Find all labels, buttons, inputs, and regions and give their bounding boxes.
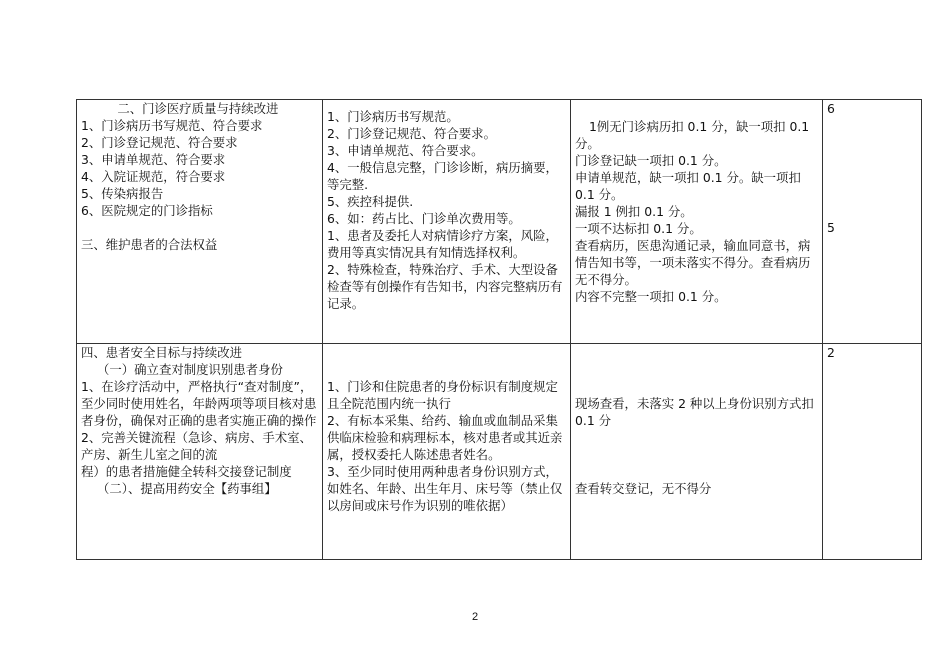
scoring-line: 现场查看，未落实 2 种以上身份识别方式扣 0.1 分 [575, 396, 814, 428]
scoring-line: 门诊登记缺一项扣 0.1 分。 [575, 153, 727, 168]
section-title: 二、门诊医疗质量与持续改进 [101, 101, 279, 116]
scoring-line: 查看转交登记，无不得分 [575, 481, 712, 496]
standard-line: 3、申请单规范、符合要求。 [327, 143, 484, 158]
table-row [77, 344, 922, 560]
score-cell [823, 100, 922, 344]
scoring-line: 申请单规范，缺一项扣 0.1 分。缺一项扣 0.1 分。 [575, 170, 801, 202]
scoring-cell [571, 100, 823, 344]
standard-line: 2、有标本采集、给药、输血或血制品采集供临床检验和病理标本，核对患者或其近亲属，授权委托人陈述患者姓名。 [327, 413, 563, 462]
item-line: 4、入院证规范，符合要求 [81, 169, 226, 184]
subsection-title: （二）、提高用药安全【药事组】 [97, 481, 277, 496]
standard-line: 1、门诊和住院患者的身份标识有制度规定且全院范围内统一执行 [327, 379, 558, 411]
scoring-line: 一项不达标扣 0.1 分。 [575, 221, 702, 236]
item-line: 程）的患者措施健全转科交接登记制度 [81, 464, 292, 479]
score-value: 6 [827, 101, 835, 116]
score-cell [823, 344, 922, 560]
item-line: 1、门诊病历书写规范、符合要求 [81, 118, 263, 133]
scoring-line: 内容不完整一项扣 0.1 分。 [575, 289, 727, 304]
section-cell [77, 100, 323, 344]
standards-table [76, 99, 922, 560]
score-value: 2 [827, 345, 835, 360]
item-line: 6、医院规定的门诊指标 [81, 203, 213, 218]
page-number: 2 [471, 611, 479, 623]
section-cell [77, 344, 323, 560]
standard-line: 1、门诊病历书写规范。 [327, 109, 459, 124]
score-value: 5 [827, 220, 835, 235]
subsection-title: （一）确立查对制度识别患者身份 [97, 362, 283, 377]
item-line: 1、在诊疗活动中，严格执行“查对制度”，至少同时使用姓名，年龄两项等项目核对患者身份，确保对正确的患者实施正确的操作 [81, 379, 317, 428]
item-line: 2、门诊登记规范、符合要求 [81, 135, 238, 150]
section-title: 四、患者安全目标与持续改进 [81, 345, 243, 360]
scoring-line: 1例无门诊病历扣 0.1 分，缺一项扣 0.1 分。 [575, 119, 810, 151]
standard-line: 2、门诊登记规范、符合要求。 [327, 126, 496, 141]
standard-line: 2、特殊检查，特殊治疗、手术、大型设备检查等有创操作有告知书，内容完整病历有记录。 [327, 262, 563, 311]
standard-line: 5、疾控科提供. [327, 194, 414, 209]
item-line: 2、完善关键流程（急诊、病房、手术室、产房、新生儿室之间的流 [81, 430, 312, 462]
blank-line [81, 219, 319, 236]
item-line: 3、申请单规范、符合要求 [81, 152, 226, 167]
standard-line: 4、一般信息完整，门诊诊断，病历摘要，等完整. [327, 160, 558, 192]
standard-cell [323, 344, 571, 560]
scoring-line: 漏报 1 例扣 0.1 分。 [575, 204, 693, 219]
standard-cell [323, 100, 571, 344]
scoring-cell [571, 344, 823, 560]
table-row [77, 100, 922, 344]
section-title: 三、维护患者的合法权益 [81, 237, 218, 252]
item-line: 5、传染病报告 [81, 186, 164, 201]
standard-line: 3、至少同时使用两种患者身份识别方式，如姓名、年龄、出生年月、床号等（禁止仅以房间或床号作为识别的唯依据） [327, 464, 563, 513]
scoring-line: 查看病历，医患沟通记录，输血同意书，病情告知书等，一项未落实不得分。查看病历无不得分。 [575, 238, 811, 287]
standard-line: 6、如：药占比、门诊单次费用等。 [327, 211, 521, 226]
standard-line: 1、患者及委托人对病情诊疗方案，风险，费用等真实情况具有知情选择权利。 [327, 228, 558, 260]
